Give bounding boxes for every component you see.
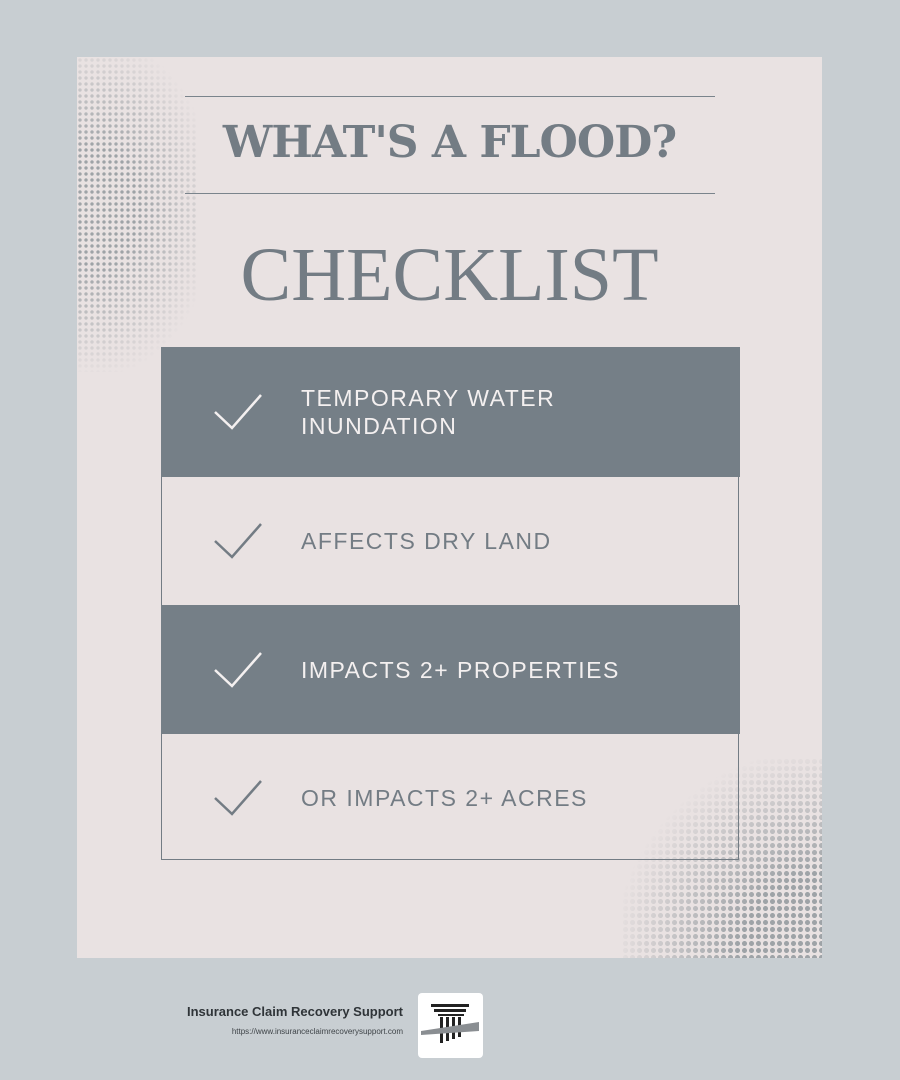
checkmark-icon bbox=[212, 650, 264, 690]
checklist-item bbox=[161, 347, 740, 477]
checklist-item bbox=[161, 477, 740, 605]
checklist-item bbox=[161, 734, 740, 861]
checkmark-icon bbox=[212, 392, 264, 432]
checklist-item-label: IMPACTS 2+ PROPERTIES bbox=[301, 656, 620, 683]
halftone-decoration-top-left bbox=[77, 57, 197, 372]
company-name: Insurance Claim Recovery Support bbox=[186, 1004, 403, 1019]
checklist-item-label: OR IMPACTS 2+ ACRES bbox=[301, 784, 588, 811]
title-divider-bottom bbox=[185, 193, 715, 194]
page-title: WHAT'S A FLOOD? bbox=[222, 117, 677, 168]
checklist bbox=[161, 347, 739, 860]
title-divider-top bbox=[185, 96, 715, 97]
checkmark-icon bbox=[212, 521, 264, 561]
checklist-item-label: AFFECTS DRY LAND bbox=[301, 528, 552, 554]
pillar-logo-icon bbox=[418, 993, 483, 1058]
checklist-item-label: TEMPORARY WATER INUNDATION bbox=[301, 385, 556, 439]
page-subtitle: CHECKLIST bbox=[240, 233, 659, 317]
company-url[interactable]: https://www.insuranceclaimrecoverysupport.com bbox=[231, 1027, 403, 1036]
company-logo bbox=[418, 993, 483, 1058]
checklist-card bbox=[77, 57, 822, 958]
checklist-item bbox=[161, 605, 740, 734]
checkmark-icon bbox=[212, 778, 264, 818]
